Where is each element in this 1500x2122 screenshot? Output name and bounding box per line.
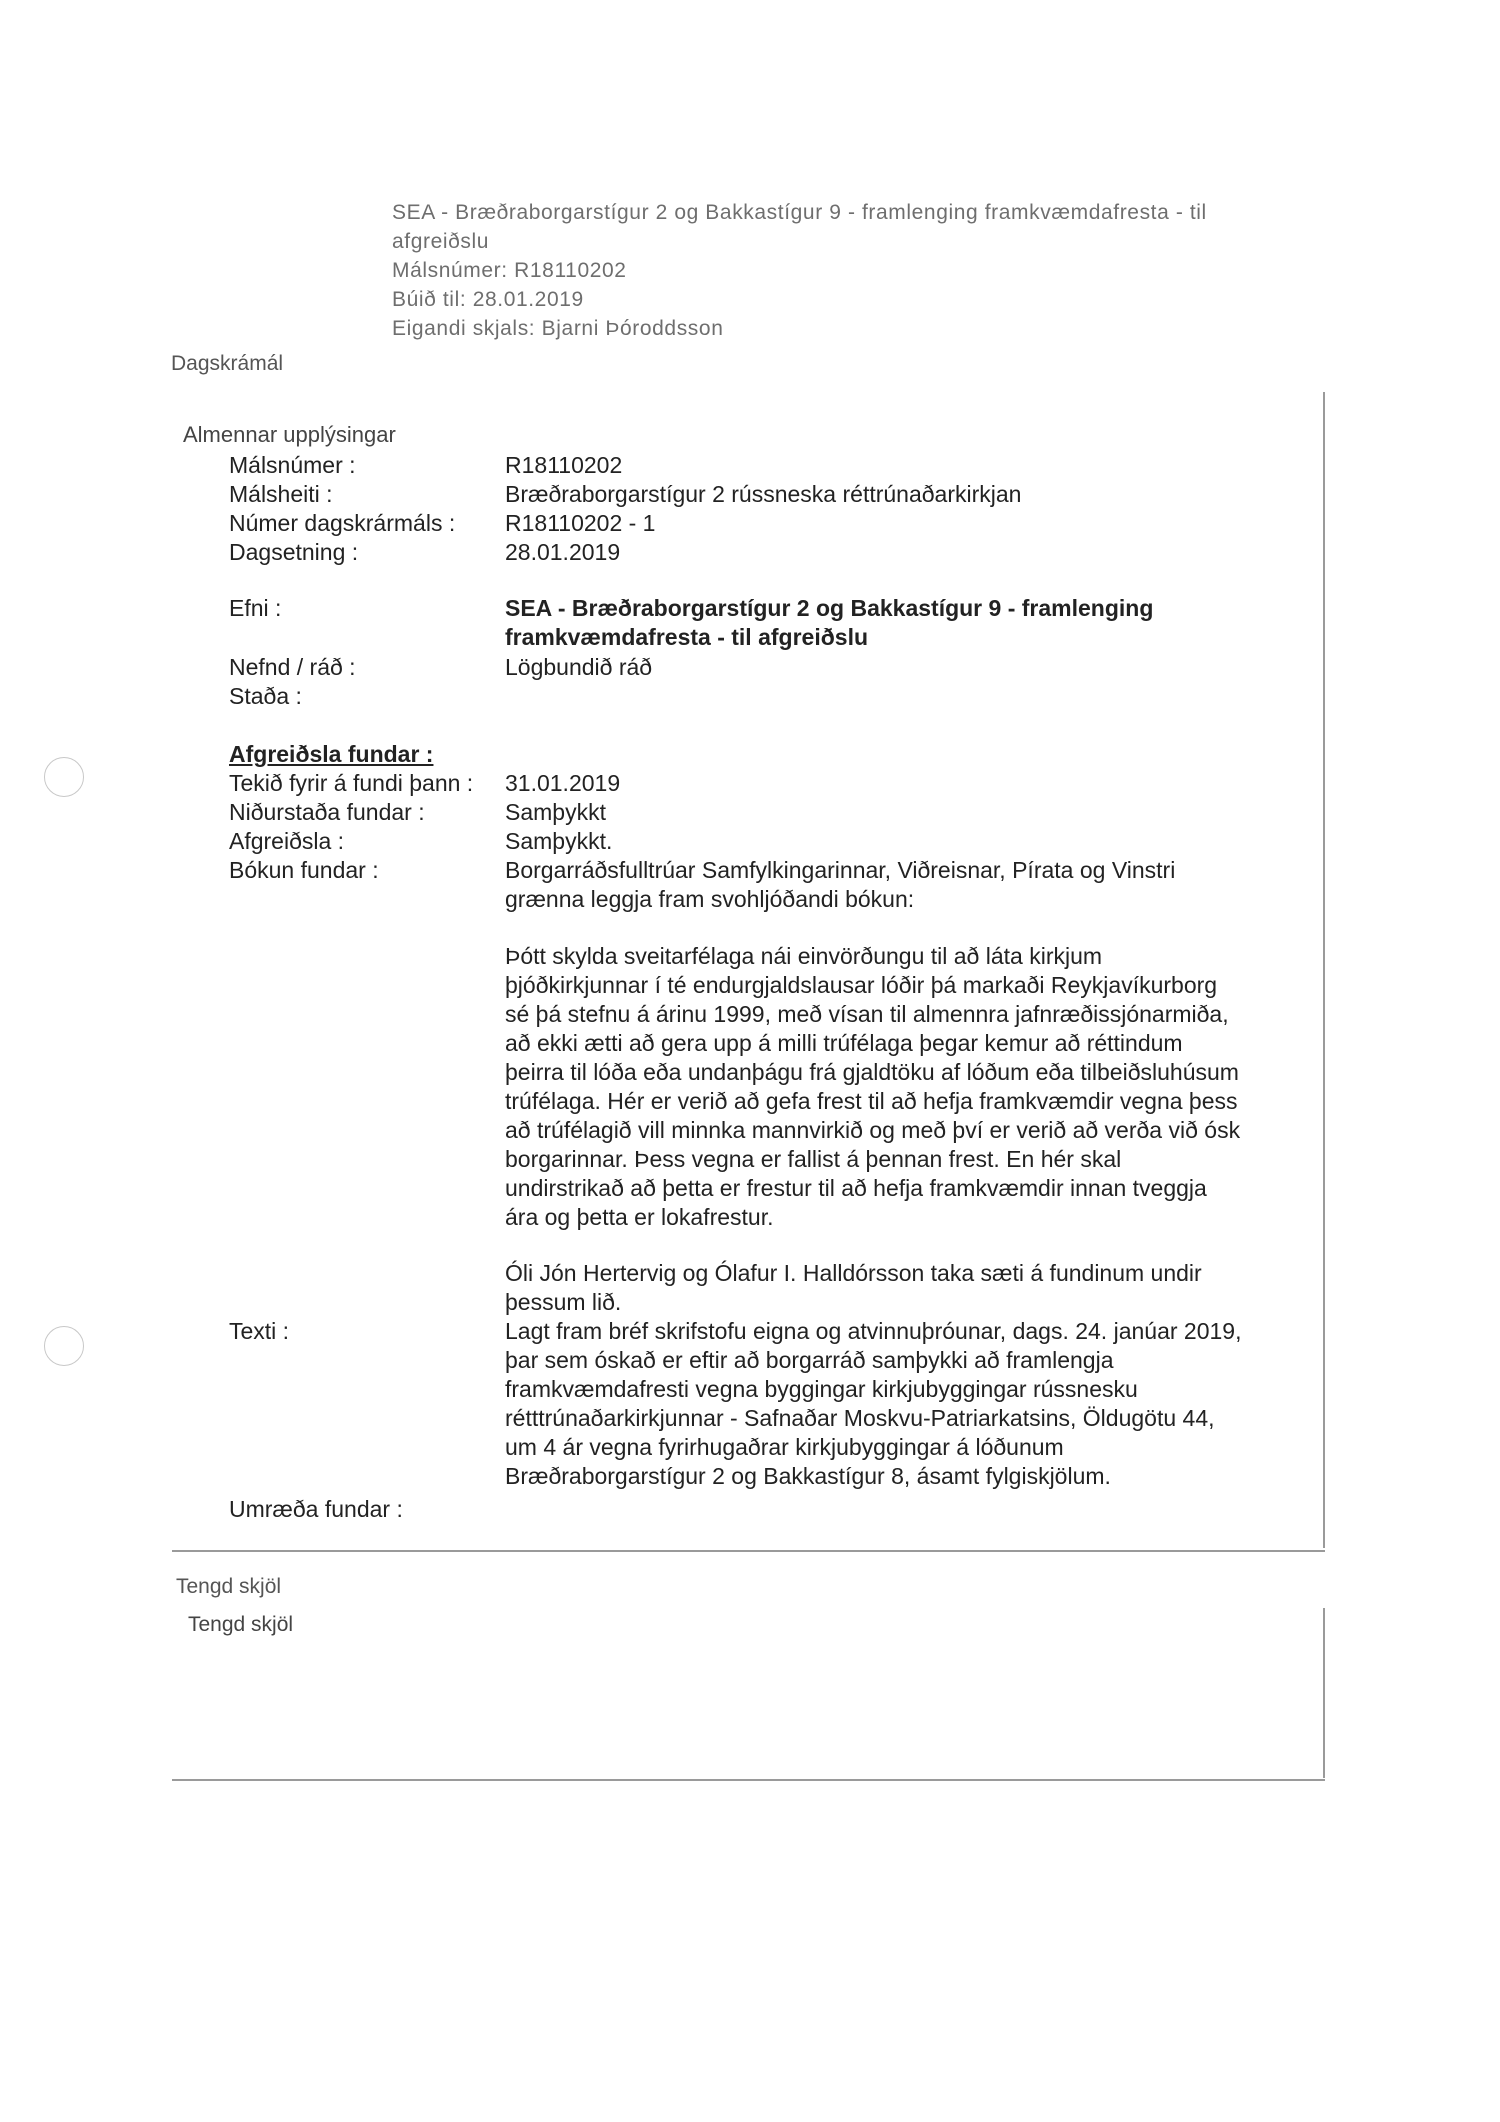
minutes-entry-line: grænna leggja fram svohljóðandi bókun:: [505, 886, 915, 912]
case-number-label: Málsnúmer :: [229, 452, 356, 478]
subject-label: Efni :: [229, 595, 282, 621]
text-line: þar sem óskað er eftir að borgarráð samþykki að framlengja: [505, 1347, 1114, 1373]
seat-note-line: Óli Jón Hertervig og Ólafur I. Halldórsson taka sæti á fundinum undir: [505, 1260, 1202, 1286]
punch-hole-icon: [44, 757, 84, 797]
text-line: framkvæmdafresti vegna byggingar kirkjubyggingar rússnesku: [505, 1376, 1138, 1402]
statement-line: að trúfélagið vill minnka mannvirkið og með því er verið að verða við ósk: [505, 1117, 1241, 1143]
handling-value: Samþykkt.: [505, 828, 613, 854]
case-name-value: Bræðraborgarstígur 2 rússneska réttrúnaðarkirkjan: [505, 481, 1022, 507]
attachments-frame-bottom-border: [172, 1779, 1325, 1781]
attachments-frame-right-border: [1323, 1608, 1325, 1778]
text-body: [505, 1317, 1335, 1491]
statement-line: sé þá stefnu á árinu 1999, með vísan til almennra jafnræðissjónarmiða,: [505, 1001, 1229, 1027]
discussion-label: Umræða fundar :: [229, 1496, 403, 1522]
text-label: Texti :: [229, 1318, 290, 1344]
text-line: rétttrúnaðarkirkjunnar - Safnaðar Moskvu-Patriarkatsins, Öldugötu 44,: [505, 1405, 1215, 1431]
meeting-section-title: Afgreiðsla fundar :: [229, 741, 434, 767]
minutes-statement: [505, 942, 1335, 1232]
minutes-entry-intro: [505, 856, 1335, 914]
minutes-entry-label: Bókun fundar :: [229, 857, 379, 883]
frame-bottom-border: [172, 1550, 1325, 1552]
statement-line: Þótt skylda sveitarfélaga nái einvörðungu til að láta kirkjum: [505, 943, 1103, 969]
minutes-entry-line: Borgarráðsfulltrúar Samfylkingarinnar, Viðreisnar, Pírata og Vinstri: [505, 857, 1176, 883]
text-line: Bræðraborgarstígur 2 og Bakkastígur 8, ásamt fylgiskjölum.: [505, 1463, 1111, 1489]
case-number-value: R18110202: [505, 452, 623, 478]
statement-line: undirstrikað að þetta er frestur til að hefja framkvæmdir innan tveggja: [505, 1175, 1207, 1201]
subject-value-line2: framkvæmdafresta - til afgreiðslu: [505, 624, 869, 650]
handling-label: Afgreiðsla :: [229, 828, 345, 854]
committee-value: Lögbundið ráð: [505, 654, 653, 680]
agenda-number-value: R18110202 - 1: [505, 510, 656, 536]
text-line: um 4 ár vegna fyrirhugaðrar kirkjubyggingar á lóðunum: [505, 1434, 1064, 1460]
text-line: Lagt fram bréf skrifstofu eigna og atvinnuþróunar, dags. 24. janúar 2019,: [505, 1318, 1242, 1344]
statement-line: borgarinnar. Þess vegna er fallist á þennan frest. En hér skal: [505, 1146, 1122, 1172]
attachments-section-label: Tengd skjöl: [176, 1575, 282, 1598]
seat-note: [505, 1259, 1335, 1317]
meeting-result-value: Samþykkt: [505, 799, 606, 825]
status-label: Staða :: [229, 683, 302, 709]
committee-label: Nefnd / ráð :: [229, 654, 356, 680]
statement-line: þjóðkirkjunnar í té endurgjaldslausar lóðir þá markaði Reykjavíkurborg: [505, 972, 1218, 998]
header-owner: Eigandi skjals: Bjarni Þóroddsson: [392, 317, 724, 340]
punch-hole-icon: [44, 1326, 84, 1366]
statement-line: að ekki ætti að gera upp á milli trúfélaga þegar kemur að réttindum: [505, 1030, 1183, 1056]
meeting-result-label: Niðurstaða fundar :: [229, 799, 425, 825]
header-title-line2: afgreiðslu: [392, 230, 490, 253]
header-case-number: Málsnúmer: R18110202: [392, 259, 627, 282]
statement-line: trúfélaga. Hér er verið að gefa frest til að hefja framkvæmdir vegna þess: [505, 1088, 1238, 1114]
meeting-date-label: Tekið fyrir á fundi þann :: [229, 770, 474, 796]
statement-line: ára og þetta er lokafrestur.: [505, 1204, 774, 1230]
meeting-date-value: 31.01.2019: [505, 770, 621, 796]
subject-value-line1: SEA - Bræðraborgarstígur 2 og Bakkastígur 9 - framlenging: [505, 595, 1154, 621]
agenda-item-label: Dagskrámál: [171, 352, 284, 375]
document-header: [392, 198, 1292, 343]
statement-line: þeirra til lóða eða undanþágu frá gjaldtöku af lóðum eða tilbeiðsluhúsum: [505, 1059, 1239, 1085]
section-title-general-info: Almennar upplýsingar: [183, 422, 396, 447]
date-value: 28.01.2019: [505, 539, 621, 565]
attachments-box-label: Tengd skjöl: [188, 1613, 294, 1636]
case-name-label: Málsheiti :: [229, 481, 333, 507]
seat-note-line: þessum lið.: [505, 1289, 622, 1315]
agenda-number-label: Númer dagskrármáls :: [229, 510, 456, 536]
header-title-line1: SEA - Bræðraborgarstígur 2 og Bakkastígur 9 - framlenging framkvæmdafresta - til: [392, 201, 1207, 224]
header-created-date: Búið til: 28.01.2019: [392, 288, 584, 311]
date-label: Dagsetning :: [229, 539, 359, 565]
